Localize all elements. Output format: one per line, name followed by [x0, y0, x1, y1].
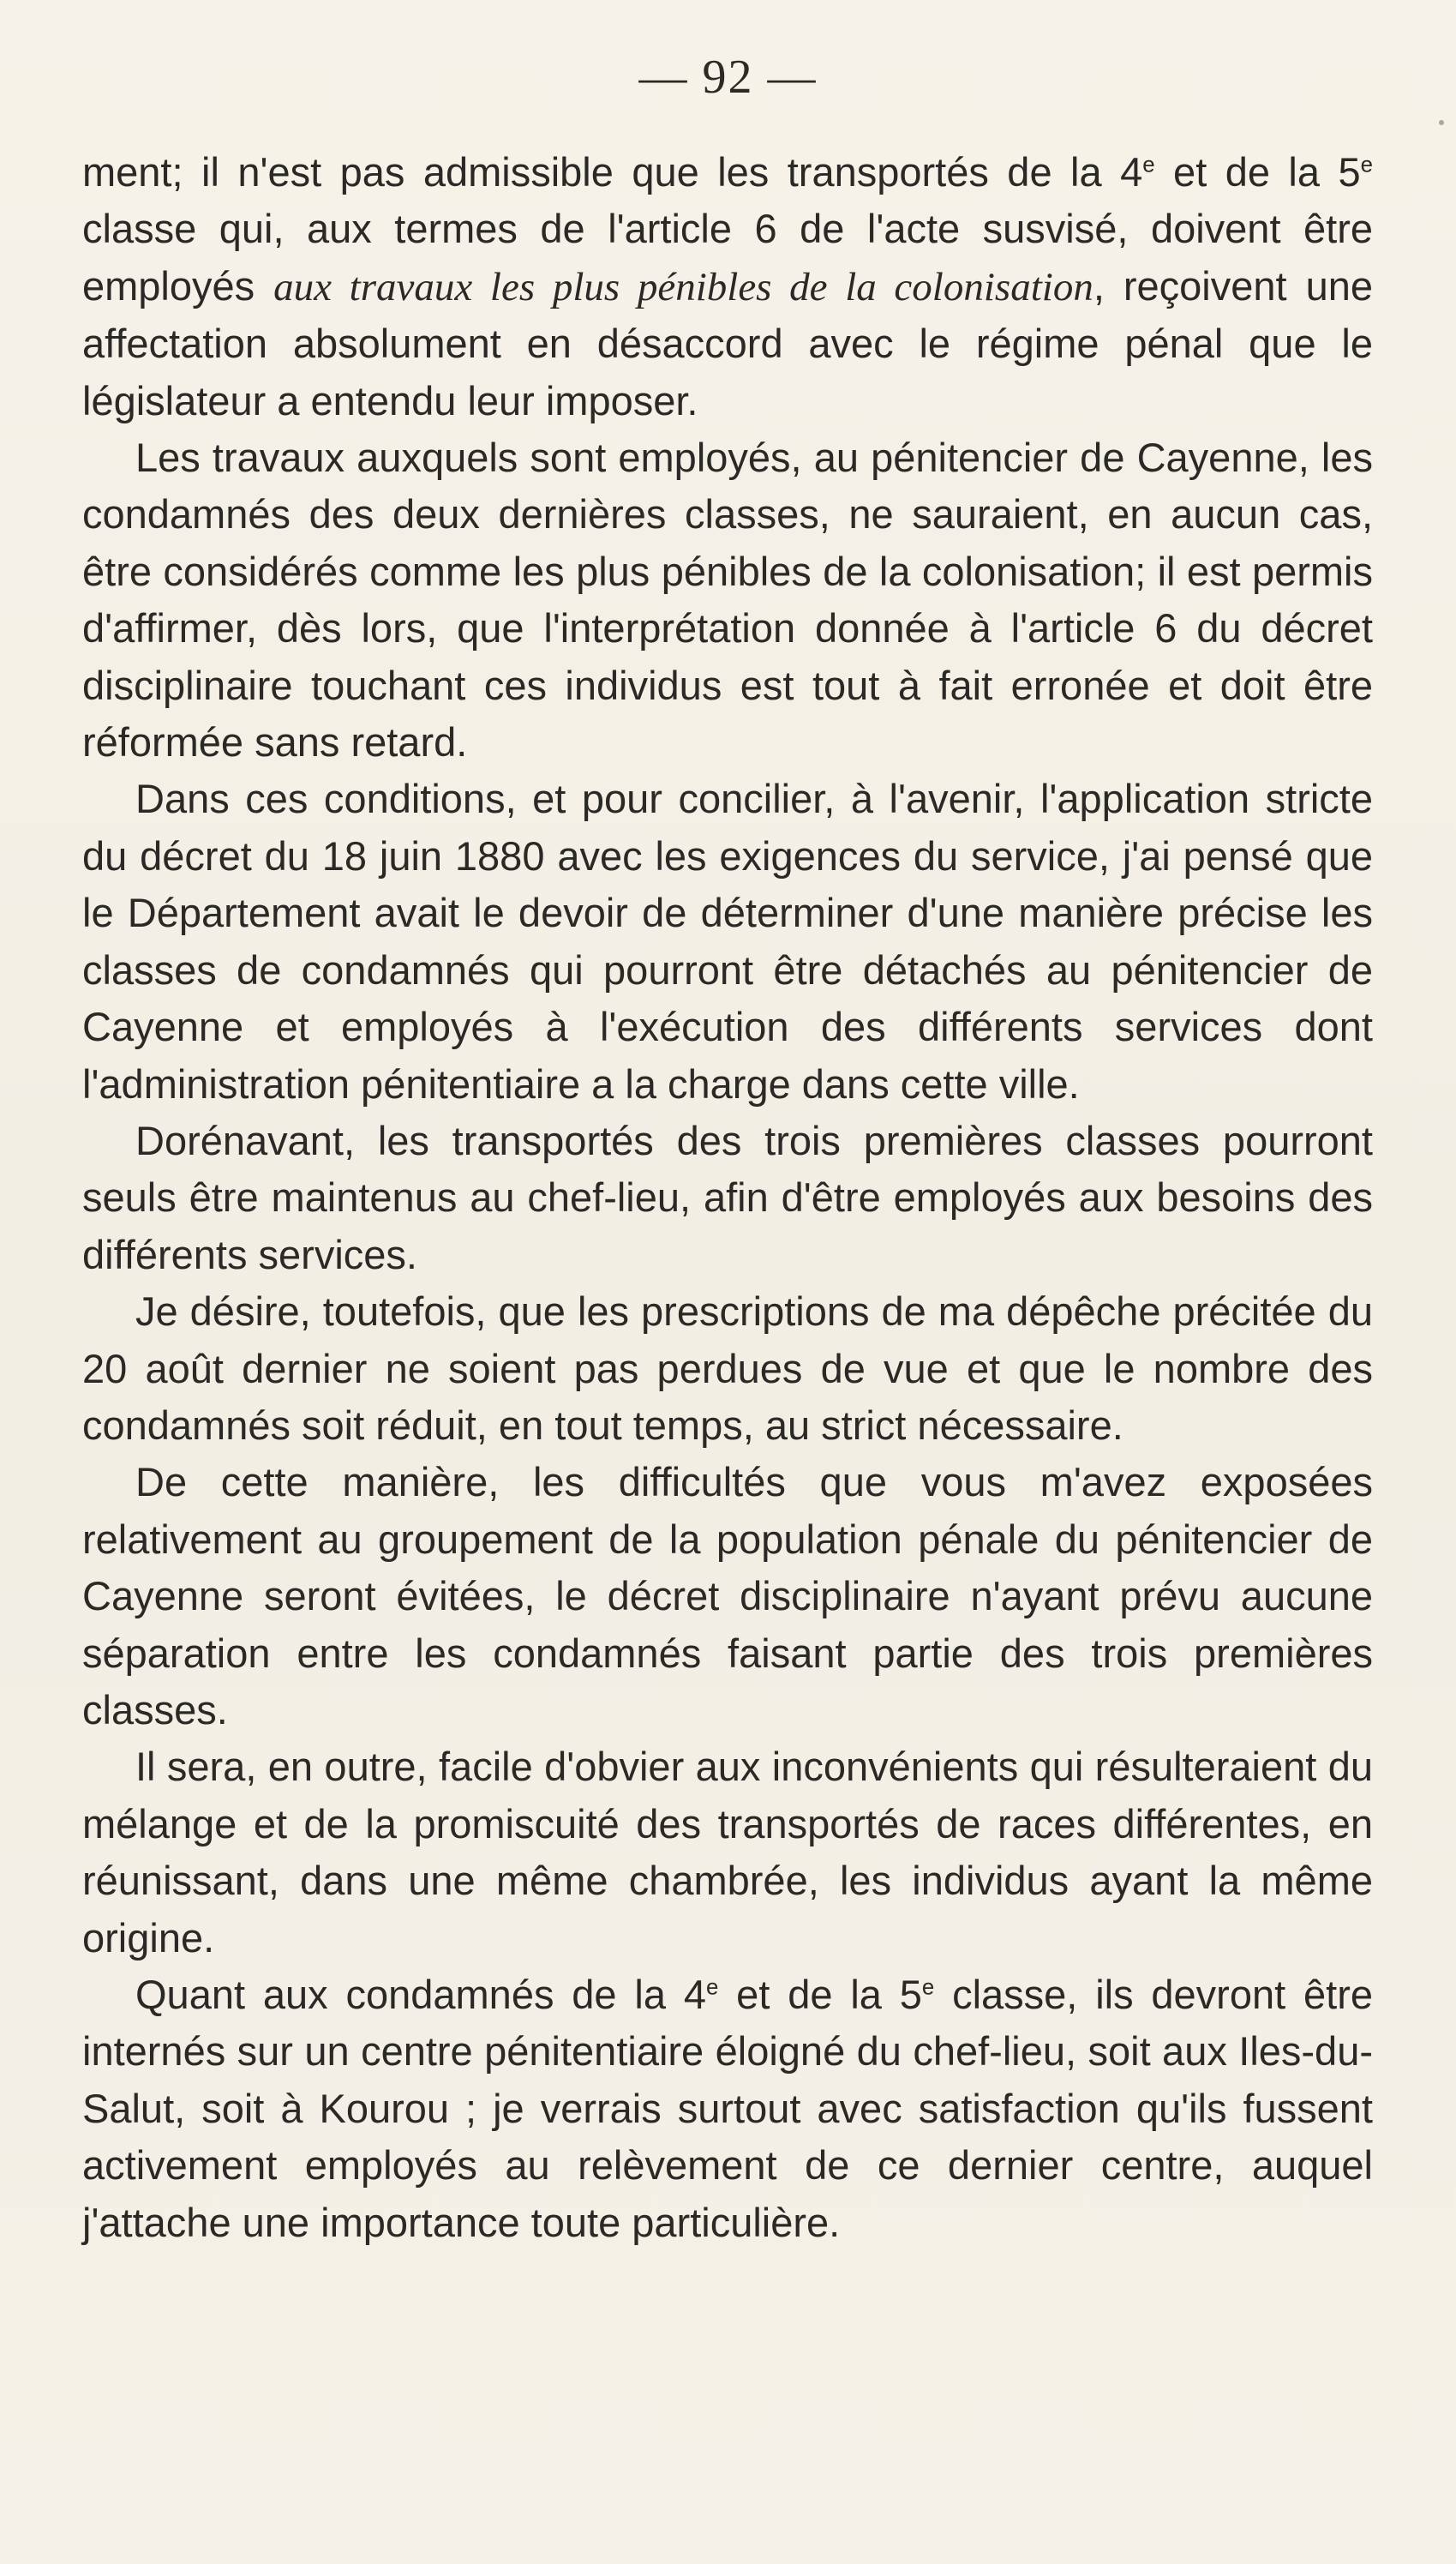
paragraph-text: De cette manière, les difficultés que vous m'avez exposées relativement au groupement de la population pénale du pénitencier de Cayenne seront évitées, le décret disciplinaire n'ayant prévu aucune séparation entre les condamnés faisant partie des trois premières classes.	[82, 1459, 1373, 1732]
paragraph-8	[82, 1967, 1373, 2251]
paragraph-text: Quant aux condamnés de la 4	[135, 1972, 706, 2017]
paragraph-text: Les travaux auxquels sont employés, au pénitencier de Cayenne, les condamnés des deux dernières classes, ne sauraient, en aucun cas, être considérés comme les plus pénibles de la colonisation; il est permis d'affirmer, dès lors, que l'interprétation donnée à l'article 6 du décret disciplinaire touchant ces individus est tout à fait erronée et doit être réformée sans retard.	[82, 435, 1373, 766]
paragraph-7	[82, 1738, 1373, 1967]
paragraph-text: , reçoivent une affectation absolument en désaccord avec le régime pénal que le législateur a entendu leur imposer.	[82, 262, 1373, 423]
paragraph-5	[82, 1283, 1373, 1454]
paragraph-text: classe, ils devront être internés sur un centre pénitentiaire éloigné du chef-lieu, soit aux Iles-du-Salut, soit à Kourou ; je verrais surtout avec satisfaction qu'ils fussent activement employés au relèvement de ce dernier centre, auquel j'attache une importance toute particulière.	[82, 1972, 1373, 2245]
paragraph-text: et de la 5	[718, 1972, 922, 2017]
superscript: e	[921, 1975, 935, 2000]
paragraph-text: classe qui, aux termes de l'article 6 de l'acte susvisé, doivent être employés	[82, 206, 1373, 309]
superscript: e	[1360, 153, 1373, 177]
superscript: e	[705, 1975, 719, 2000]
body-text	[82, 144, 1373, 2251]
page-number: — 92 —	[638, 51, 818, 104]
paragraph-2	[82, 429, 1373, 771]
paragraph-1	[82, 144, 1373, 429]
paragraph-text: ment; il n'est pas admissible que les transportés de la 4	[82, 149, 1143, 195]
italic-phrase: aux travaux les plus pénibles de la colonisation	[273, 264, 1093, 309]
superscript: e	[1142, 153, 1155, 177]
paper-speck	[1439, 120, 1444, 125]
paragraph-text: et de la 5	[1154, 149, 1361, 195]
paragraph-text: Il sera, en outre, facile d'obvier aux inconvénients qui résulteraient du mélange et de la promiscuité des transportés de races différentes, en réunissant, dans une même chambrée, les individus ayant la même origine.	[82, 1744, 1373, 1961]
paragraph-3	[82, 771, 1373, 1112]
paragraph-text: Je désire, toutefois, que les prescriptions de ma dépêche précitée du 20 août dernier ne soient pas perdues de vue et que le nombre des condamnés soit réduit, en tout temps, au strict nécessaire.	[82, 1288, 1373, 1448]
paragraph-text: Dans ces conditions, et pour concilier, à l'avenir, l'application stricte du décret du 18 juin 1880 avec les exigences du service, j'ai pensé que le Département avait le devoir de déterminer d'une manière précise les classes de condamnés qui pourront être détachés au pénitencier de Cayenne et employés à l'exécution des différents services dont l'administration pénitentiaire a la charge dans cette ville.	[82, 776, 1373, 1107]
paragraph-4	[82, 1113, 1373, 1283]
paragraph-6	[82, 1454, 1373, 1738]
paragraph-text: Dorénavant, les transportés des trois premières classes pourront seuls être maintenus au chef-lieu, afin d'être employés aux besoins des différents services.	[82, 1117, 1373, 1277]
